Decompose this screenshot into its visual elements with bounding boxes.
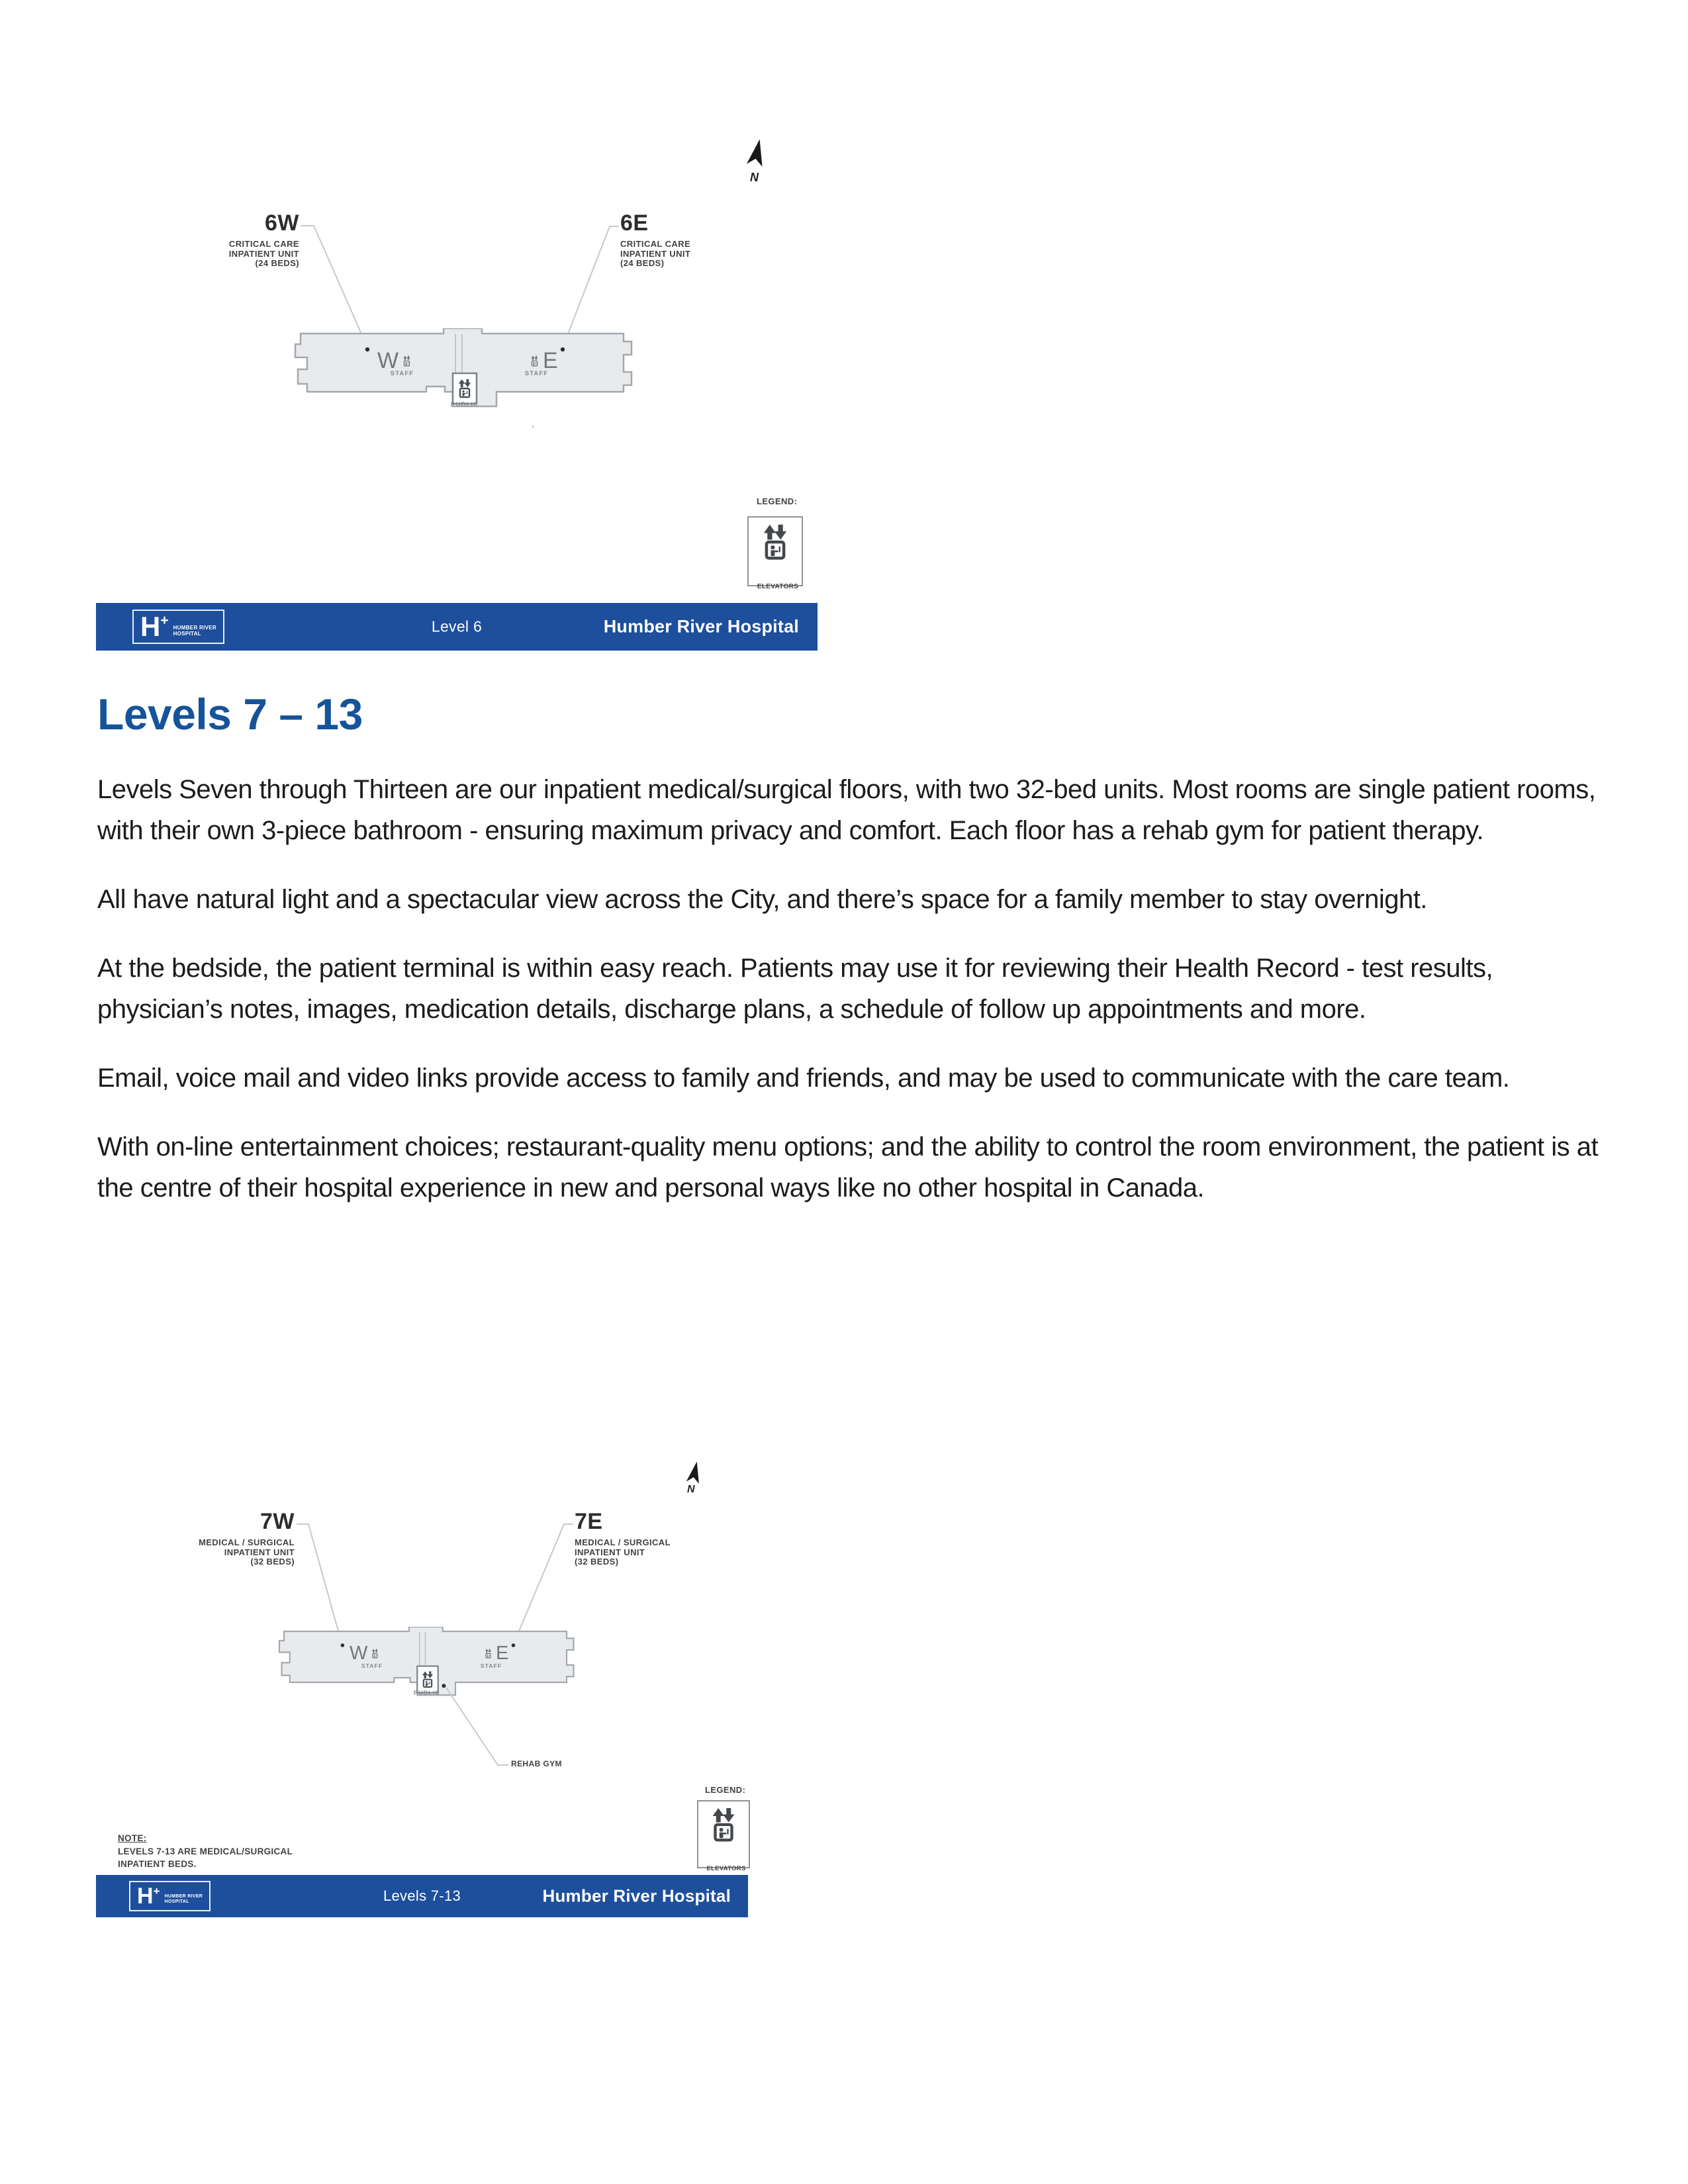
east-wing-label (530, 349, 558, 372)
paragraph-5: With on-line entertainment choices; restaurant-quality menu options; and the ability to control the room environment, the patient is at the centre of their hospital experience in new and personal ways like no other hospital in Canada. (97, 1132, 1599, 1203)
leader-line-east (513, 1524, 573, 1645)
unit-line: (32 BEDS) (575, 1557, 619, 1567)
rehab-marker-dot (442, 1684, 446, 1688)
logo-sub-line: HUMBER RIVER (173, 625, 216, 631)
public-label: PUBLIC (451, 401, 479, 408)
leader-line-west (301, 226, 367, 347)
unit-line: MEDICAL / SURGICAL (199, 1537, 295, 1547)
north-label: N (687, 1484, 695, 1495)
stray-mark: ’ (532, 424, 534, 437)
leader-line-rehab (446, 1688, 508, 1765)
page-heading: Levels 7 – 13 (97, 690, 363, 739)
logo-h-plus (137, 1886, 160, 1907)
logo-letter: H (137, 1884, 154, 1909)
footer-hospital-name: Humber River Hospital (542, 1886, 731, 1906)
unit-code: 7W (260, 1509, 295, 1534)
note-block (118, 1832, 293, 1871)
wing-letter: W (350, 1643, 368, 1664)
leader-line-east (563, 226, 619, 347)
unit-line: (32 BEDS) (250, 1557, 295, 1567)
floorplan-shape (279, 1627, 574, 1695)
unit-code: 6E (620, 210, 649, 236)
paragraph-3: At the bedside, the patient terminal is within easy reach. Patients may use it for reviewing their Health Record - test results, physician’s notes, images, medication details, discharge plans, a schedule of follow up appointments and more. (97, 954, 1493, 1024)
legend-box (748, 517, 808, 594)
elevator-icon (402, 355, 411, 367)
logo-h-plus (140, 611, 169, 642)
wing-letter: E (496, 1643, 509, 1664)
unit-line: (24 BEDS) (620, 258, 665, 268)
north-label: N (750, 171, 759, 184)
unit-line: INPATIENT UNIT (224, 1547, 295, 1557)
unit-line: CRITICAL CARE (228, 239, 299, 249)
unit-label-6e (620, 212, 773, 269)
staff-label-west: STAFF (390, 370, 414, 377)
public-label: PUBLIC (413, 1690, 441, 1696)
paragraph-2: All have natural light and a spectacular view across the City, and there’s space for a family member to stay overnight. (97, 885, 1427, 914)
unit-code: 6W (265, 210, 299, 236)
logo-subtext (173, 625, 216, 637)
paragraph-1: Levels Seven through Thirteen are our inpatient medical/surgical floors, with two 32-bed units. Most rooms are single patient rooms, with their own 3-piece bathroom - ensuring maximum privacy and comfort. Each floor has a rehab gym for patient therapy. (97, 775, 1596, 845)
note-title: NOTE: (118, 1833, 147, 1843)
unit-label-7e (575, 1510, 727, 1567)
leader-line-west (297, 1524, 342, 1645)
unit-code: 7E (575, 1509, 603, 1534)
unit-line: (24 BEDS) (255, 258, 299, 268)
logo-letter: H (140, 611, 161, 642)
elevator-icon (530, 355, 539, 367)
note-line: INPATIENT BEDS. (118, 1859, 197, 1869)
elevator-icon (485, 1649, 492, 1659)
unit-line: INPATIENT UNIT (228, 248, 299, 259)
footer-level-label: Levels 7-13 (383, 1888, 461, 1904)
north-arrow-icon (747, 138, 767, 167)
level6-floorplan (93, 118, 821, 655)
legend-title: LEGEND: (705, 1785, 746, 1795)
wing-letter: W (377, 348, 399, 373)
east-wing-label (485, 1644, 508, 1663)
unit-label-7w (142, 1510, 295, 1567)
footer-bar-level6 (96, 603, 818, 651)
footer-bar-levels7-13 (96, 1875, 748, 1917)
floorplan-shape (295, 328, 632, 406)
logo-sub-line: HUMBER RIVER (164, 1893, 203, 1899)
hospital-logo (132, 610, 224, 644)
note-line: LEVELS 7-13 ARE MEDICAL/SURGICAL (118, 1846, 293, 1856)
level6-plan-graphics (93, 118, 821, 655)
staff-label-east: STAFF (480, 1662, 502, 1669)
legend-item-label: ELEVATORS (757, 583, 799, 590)
hospital-logo (129, 1881, 211, 1911)
logo-sub-line: HOSPITAL (173, 631, 201, 637)
west-wing-label (350, 1644, 379, 1663)
footer-level-label: Level 6 (431, 617, 483, 635)
unit-line: INPATIENT UNIT (575, 1547, 645, 1557)
paragraph-4: Email, voice mail and video links provide access to family and friends, and may be used to communicate with the care team. (97, 1064, 1510, 1093)
legend-item-label: ELEVATORS (706, 1865, 746, 1872)
logo-plus: + (160, 613, 169, 628)
staff-label-east: STAFF (524, 370, 549, 377)
elevator-icon (371, 1649, 379, 1659)
logo-sub-line: HOSPITAL (164, 1899, 189, 1904)
legend-title: LEGEND: (757, 496, 798, 506)
unit-label-6w (147, 212, 299, 269)
unit-line: INPATIENT UNIT (620, 248, 691, 259)
north-arrow-icon (686, 1461, 703, 1484)
logo-subtext (165, 1894, 203, 1905)
legend-box (698, 1801, 755, 1876)
footer-hospital-name: Humber River Hospital (603, 616, 799, 637)
levels7-13-floorplan (93, 1416, 821, 1933)
rehab-gym-label: REHAB GYM (511, 1759, 562, 1768)
body-copy (97, 690, 1613, 1236)
unit-line: CRITICAL CARE (620, 239, 691, 249)
staff-label-west: STAFF (361, 1662, 383, 1669)
west-wing-label (377, 349, 411, 372)
unit-line: MEDICAL / SURGICAL (575, 1537, 671, 1547)
wing-letter: E (543, 348, 558, 373)
logo-plus: + (153, 1885, 160, 1897)
